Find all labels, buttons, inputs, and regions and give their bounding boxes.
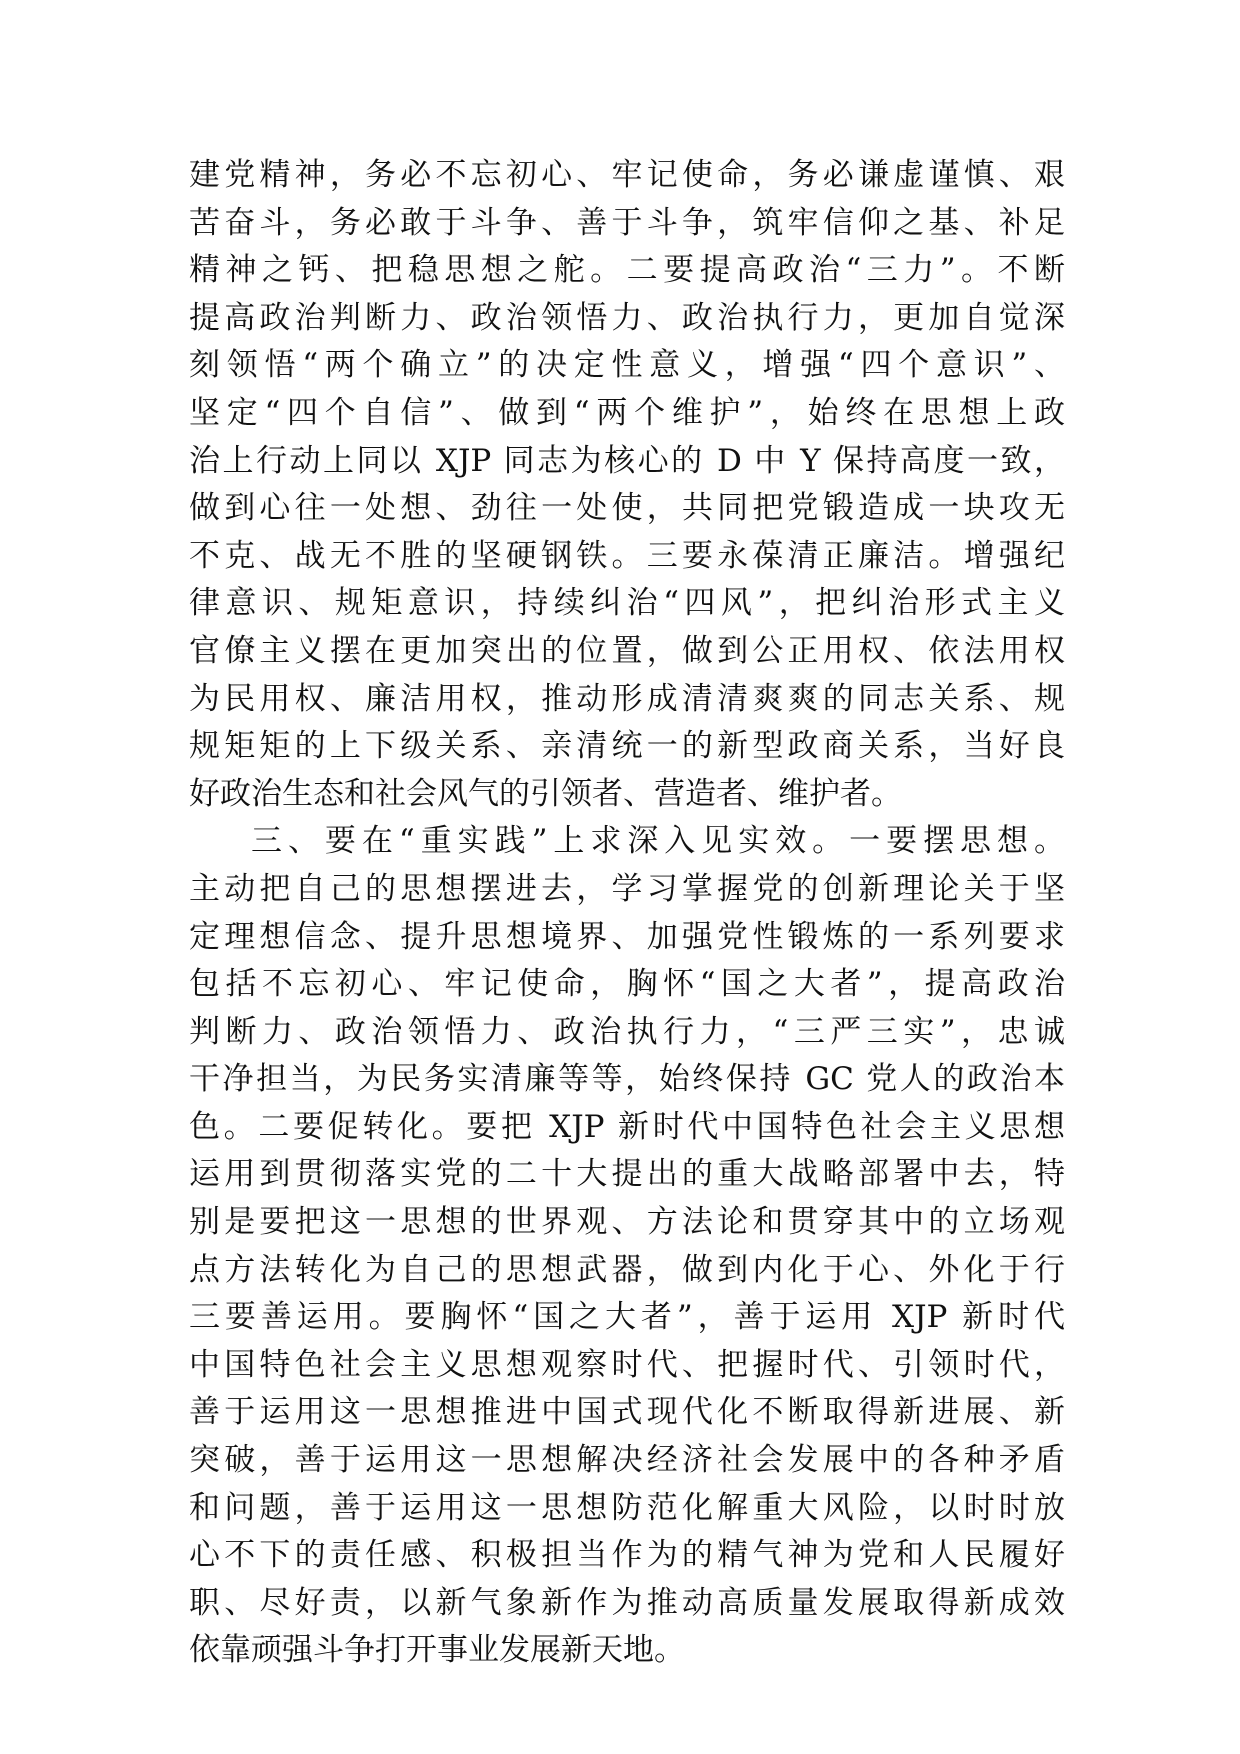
text-line: 心不下的责任感、积极担当作为的精气神为党和人民履好: [189, 1537, 1065, 1574]
text-line: 官僚主义摆在更加突出的位置，做到公正用权、依法用权: [189, 632, 1065, 669]
text-line: 突破，善于运用这一思想解决经济社会发展中的各种矛盾: [189, 1442, 1065, 1479]
text-line: 提高政治判断力、政治领悟力、政治执行力，更加自觉深: [189, 299, 1065, 336]
text-line: 中国特色社会主义思想观察时代、把握时代、引领时代，: [189, 1346, 1065, 1383]
text-line: 律意识、规矩意识，持续纠治“四风”，把纠治形式主义: [189, 585, 1065, 622]
text-line: 三要善运用。要胸怀“国之大者”，善于运用 XJP 新时代: [189, 1299, 1065, 1336]
text-line: 刻领悟“两个确立”的决定性意义，增强“四个意识”、: [189, 347, 1065, 384]
text-line: 运用到贯彻落实党的二十大提出的重大战略部署中去，特: [189, 1156, 1065, 1193]
text-line: 包括不忘初心、牢记使命，胸怀“国之大者”，提高政治: [189, 966, 1065, 1003]
text-line: 判断力、政治领悟力、政治执行力，“三严三实”，忠诚: [189, 1013, 1065, 1050]
text-line: 做到心往一处想、劲往一处使，共同把党锻造成一块攻无: [189, 490, 1065, 527]
paragraph-last-line: 好政治生态和社会风气的引领者、营造者、维护者。: [189, 775, 902, 812]
text-line: 善于运用这一思想推进中国式现代化不断取得新进展、新: [189, 1394, 1065, 1431]
section-heading-line: 三、要在“重实践”上求深入见实效。一要摆思想。: [251, 823, 1065, 860]
text-line: 苦奋斗，务必敢于斗争、善于斗争，筑牢信仰之基、补足: [189, 204, 1065, 241]
paragraph-last-line: 依靠顽强斗争打开事业发展新天地。: [189, 1632, 685, 1669]
text-line: 规矩矩的上下级关系、亲清统一的新型政商关系，当好良: [189, 728, 1065, 765]
text-line: 定理想信念、提升思想境界、加强党性锻炼的一系列要求: [189, 918, 1065, 955]
text-line: 色。二要促转化。要把 XJP 新时代中国特色社会主义思想: [189, 1108, 1065, 1145]
text-line: 职、尽好责，以新气象新作为推动高质量发展取得新成效: [189, 1584, 1065, 1621]
text-line: 不克、战无不胜的坚硬钢铁。三要永葆清正廉洁。增强纪: [189, 537, 1065, 574]
text-line: 主动把自己的思想摆进去，学习掌握党的创新理论关于坚: [189, 870, 1065, 907]
text-line: 建党精神，务必不忘初心、牢记使命，务必谦虚谨慎、艰: [189, 157, 1065, 193]
text-line: 为民用权、廉洁用权，推动形成清清爽爽的同志关系、规: [189, 680, 1065, 717]
document-body: [189, 152, 1065, 1675]
text-line: 干净担当，为民务实清廉等等，始终保持 GC 党人的政治本: [189, 1061, 1065, 1098]
text-line: 坚定“四个自信”、做到“两个维护”，始终在思想上政: [189, 394, 1065, 431]
text-line: 治上行动上同以 XJP 同志为核心的 D 中 Y 保持高度一致，: [189, 442, 1065, 479]
text-line: 精神之钙、把稳思想之舵。二要提高政治“三力”。不断: [189, 252, 1065, 289]
text-line: 别是要把这一思想的世界观、方法论和贯穿其中的立场观: [189, 1204, 1065, 1241]
text-line: 点方法转化为自己的思想武器，做到内化于心、外化于行: [189, 1251, 1065, 1288]
text-line: 和问题，善于运用这一思想防范化解重大风险，以时时放: [189, 1489, 1065, 1526]
